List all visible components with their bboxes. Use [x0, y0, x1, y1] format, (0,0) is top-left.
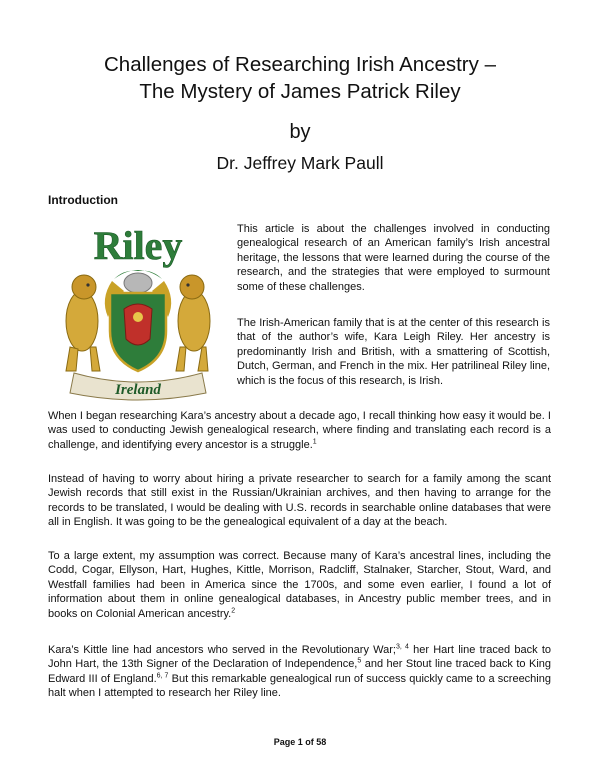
paragraph-1: This article is about the challenges involved in conducting genealogical research of an American family’s Irish ancestral heritage, the lessons that were learned during the course of the research, and the strategies that were employed to surmount some of these challenges.	[237, 223, 550, 293]
paragraph-5	[48, 549, 551, 621]
paragraph-3	[48, 409, 551, 452]
crest-helmet	[124, 273, 152, 293]
paragraph-6-text-a: Kara’s Kittle line had ancestors who served in the Revolutionary War;	[48, 644, 396, 656]
crest-country: Ireland	[115, 382, 161, 398]
author-name: Dr. Jeffrey Mark Paull	[216, 153, 384, 173]
paragraph-6-text-c: and her Stout line traced back to King Edward III of England.	[48, 658, 551, 685]
footnote-ref-2[interactable]: 2	[231, 606, 236, 614]
footnote-ref-6-7[interactable]: 6, 7	[156, 672, 169, 680]
paragraph-4: Instead of having to worry about hiring a private researcher to search for a family among the scant Jewish records that still exist in the Russian/Ukrainian archives, and then having to arrange for the records to be translated, I would be dealing with U.S. records in searchable online databases that were all in English. It was going to be the genealogical equivalent of a day at the beach.	[48, 473, 551, 529]
crest-lion-right	[176, 275, 210, 371]
title-line-2: The Mystery of James Patrick Riley	[139, 80, 461, 103]
byline: by	[289, 121, 311, 143]
footnote-ref-3-4[interactable]: 3, 4	[396, 643, 409, 651]
crest-surname: Riley	[93, 223, 183, 268]
paragraph-6-text-b: her Hart line traced back to John Hart, the 13th Signer of the Declaration of Independence,	[48, 644, 552, 671]
section-heading: Introduction	[48, 193, 118, 207]
riley-family-crest-image	[52, 221, 224, 404]
paragraph-2: The Irish-American family that is at the center of this research is that of the author’s wife, Kara Leigh Riley. Her ancestry is predominantly Irish and British, with a smattering of Scottish, Dutch, German, and French in the mix. Her patrilineal Riley line, which is the focus of this research, is Irish.	[237, 317, 550, 387]
footnote-ref-1[interactable]: 1	[312, 438, 317, 446]
crest-shield-lion	[124, 304, 152, 345]
crest-lion-left	[66, 275, 100, 371]
page-number-footer: Page 1 of 58	[273, 737, 327, 747]
title-line-1: Challenges of Researching Irish Ancestry –	[104, 53, 496, 76]
paragraph-6	[48, 643, 551, 701]
paragraph-3-text: When I began researching Kara’s ancestry about a decade ago, I recall thinking how easy it would be. I was used to conducting Jewish genealogical research, where finding and translating each record is a challenge, and identifying every ancestor is a struggle.	[48, 410, 551, 451]
crest-shield-emblem	[133, 312, 143, 322]
paragraph-6-text-d: But this remarkable genealogical run of success quickly came to a screeching halt when I attempted to research her Riley line.	[48, 672, 551, 700]
footnote-ref-5[interactable]: 5	[357, 657, 362, 665]
paragraph-5-text: To a large extent, my assumption was correct. Because many of Kara’s ancestral lines, including the Codd, Cogar, Ellyson, Hart, Hughes, Kittle, Morrison, Radcliff, Stalnaker, Starcher, Stout, Ward, and Westfall families had been in America since the 1700s, and some even earlier, I found a lot of information about them in online genealogical databases, in Ancestry public member trees, and in books on Colonial American ancestry.	[48, 550, 551, 620]
